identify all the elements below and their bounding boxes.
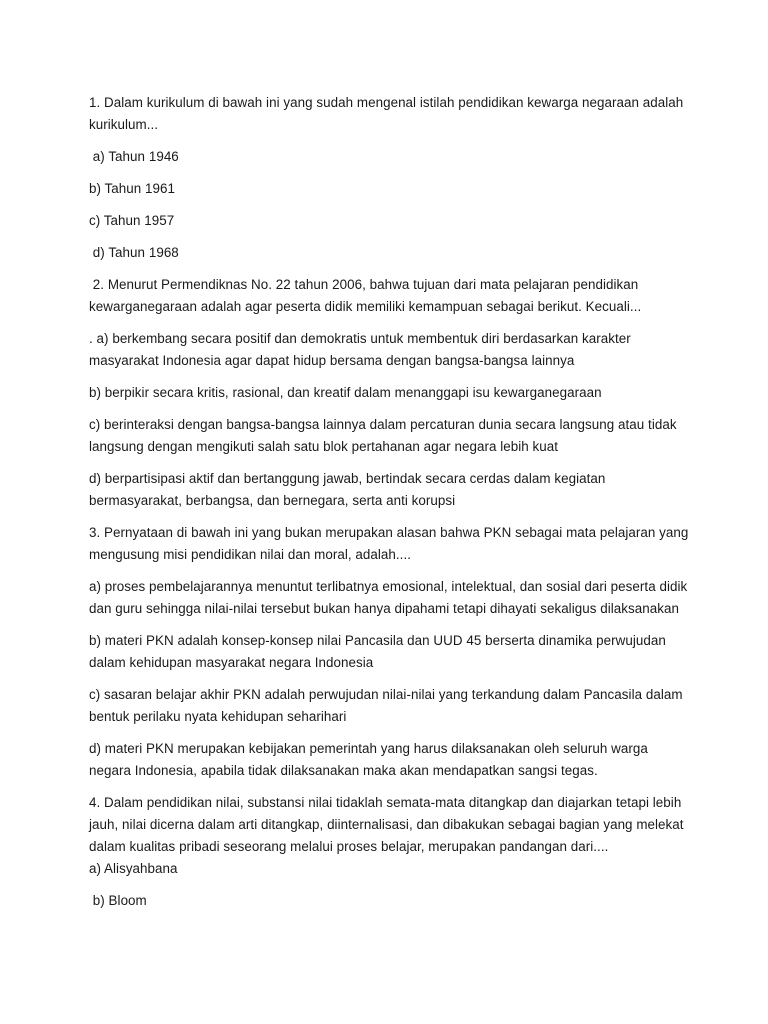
question-2: 2. Menurut Permendiknas No. 22 tahun 2006, bahwa tujuan dari mata pelajaran pendidikan kewarganegaraan adalah agar peserta didik memiliki kemampuan sebagai berikut. Kecuali... xyxy=(89,277,643,314)
option-3a: a) proses pembelajarannya menuntut terlibatnya emosional, intelektual, dan sosial dari peserta didik dan guru sehingga nilai-nilai tersebut bukan hanya dipahami tetapi dihayati sekaligus dilaksanakan xyxy=(89,579,692,616)
option-2a: . a) berkembang secara positif dan demokratis untuk membentuk diri berdasarkan karakter masyarakat Indonesia agar dapat hidup bersama dengan bangsa-bangsa lainnya xyxy=(89,331,635,368)
question-3: 3. Pernyataan di bawah ini yang bukan merupakan alasan bahwa PKN sebagai mata pelajaran yang mengusung misi pendidikan nilai dan moral, adalah.... xyxy=(89,525,693,562)
question-4: 4. Dalam pendidikan nilai, substansi nilai tidaklah semata-mata ditangkap dan diajarkan tetapi lebih jauh, nilai dicerna dalam arti ditangkap, diinternalisasi, dan dibakukan sebagai bagian yang melekat dalam kualitas pribadi seseorang melalui proses belajar, merupakan pandangan dari.... xyxy=(89,795,688,854)
option-3b: b) materi PKN adalah konsep-konsep nilai Pancasila dan UUD 45 berserta dinamika perwujudan dalam kehidupan masyarakat negara Indonesia xyxy=(89,633,670,670)
option-1d: d) Tahun 1968 xyxy=(89,245,179,260)
document-body xyxy=(89,92,693,922)
option-3c: c) sasaran belajar akhir PKN adalah perwujudan nilai-nilai yang terkandung dalam Pancasila dalam bentuk perilaku nyata kehidupan seharihari xyxy=(89,687,687,724)
option-1a: a) Tahun 1946 xyxy=(89,149,179,164)
option-4a: a) Alisyahbana xyxy=(89,861,178,876)
option-2d: d) berpartisipasi aktif dan bertanggung jawab, bertindak secara cerdas dalam kegiatan bermasyarakat, berbangsa, dan bernegara, serta anti korupsi xyxy=(89,471,610,508)
option-1b: b) Tahun 1961 xyxy=(89,181,176,196)
option-4b: b) Bloom xyxy=(89,893,147,908)
option-2c: c) berinteraksi dengan bangsa-bangsa lainnya dalam percaturan dunia secara langsung atau tidak langsung dengan mengikuti salah satu blok pertahanan agar negara lebih kuat xyxy=(89,417,681,454)
option-3d: d) materi PKN merupakan kebijakan pemerintah yang harus dilaksanakan oleh seluruh warga negara Indonesia, apabila tidak dilaksanakan maka akan mendapatkan sangsi tegas. xyxy=(89,741,652,778)
option-1c: c) Tahun 1957 xyxy=(89,213,175,228)
question-1: 1. Dalam kurikulum di bawah ini yang sudah mengenal istilah pendidikan kewarga negaraan adalah kurikulum... xyxy=(89,95,688,132)
option-2b: b) berpikir secara kritis, rasional, dan kreatif dalam menanggapi isu kewarganegaraan xyxy=(89,385,602,400)
